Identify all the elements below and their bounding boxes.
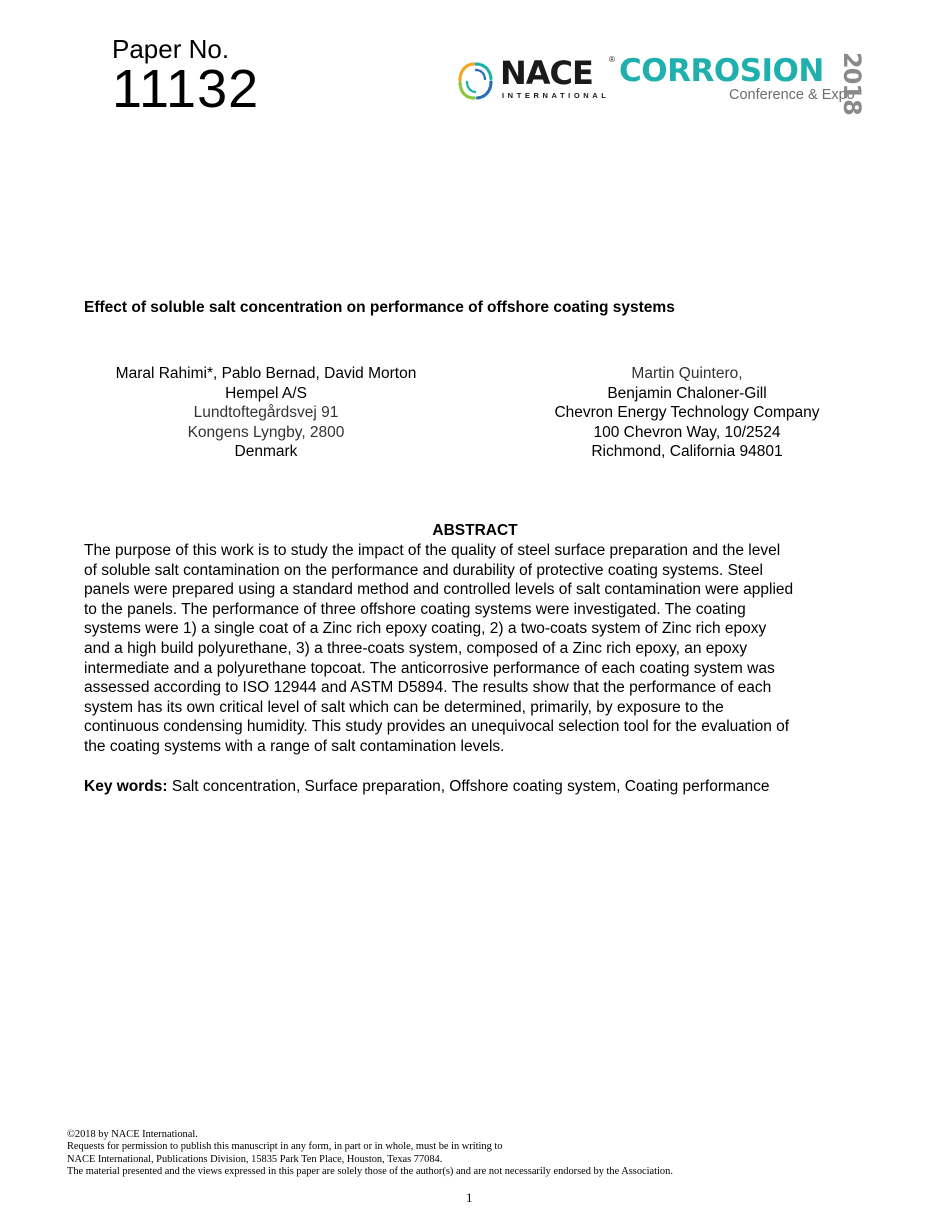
page-number: 1: [466, 1190, 473, 1205]
author-names: Martin Quintero,: [631, 365, 743, 382]
event-year: 2018: [838, 52, 866, 115]
paper-number-label: Paper No.: [112, 34, 230, 64]
abstract-line: to the panels. The performance of three offshore coating systems were investigated. The coating: [84, 600, 746, 618]
keywords-text: Salt concentration, Surface preparation, Offshore coating system, Coating performance: [167, 778, 770, 795]
conference-expo-label: Conference & Expo: [729, 87, 855, 103]
abstract-line: systems were 1) a single coat of a Zinc rich epoxy coating, 2) a two-coats system of Zinc rich epoxy: [84, 620, 767, 638]
copyright-footer: [67, 1129, 673, 1179]
abstract-line: continuous condensing humidity. This study provides an unequivocal selection tool for the evaluation of: [84, 718, 790, 736]
author-company: Chevron Energy Technology Company: [554, 404, 820, 421]
abstract-body: [84, 541, 870, 757]
abstract-line: assessed according to ISO 12944 and ASTM D5894. The results show that the performance of each: [84, 679, 772, 697]
footer-line: ©2018 by NACE International.: [67, 1129, 198, 1140]
footer-line: The material presented and the views expressed in this paper are solely those of the author(s) and are not necessarily endorsed by the Association.: [67, 1166, 673, 1178]
author-block-left: [96, 364, 436, 462]
author-city: Kongens Lyngby, 2800: [187, 423, 345, 441]
keywords: [84, 777, 770, 797]
registered-mark: ®: [609, 55, 615, 64]
footer-line: Requests for permission to publish this manuscript in any form, in part or in whole, must be in writing to: [67, 1141, 503, 1153]
nace-corrosion-logo: [455, 52, 895, 115]
author-street: Lundtoftegårdsvej 91: [193, 404, 339, 421]
paper-title: Effect of soluble salt concentration on performance of offshore coating systems: [84, 299, 675, 316]
corrosion-wordmark: CORROSION: [619, 53, 824, 89]
abstract-line: intermediate and a polyurethane topcoat. The anticorrosive performance of each coating system was: [84, 659, 775, 677]
keywords-label: Key words:: [84, 778, 168, 795]
nace-wordmark: NACE: [500, 54, 593, 92]
abstract-line: panels were prepared using a standard method and controlled levels of salt contamination were applied: [84, 581, 794, 599]
nace-international-label: INTERNATIONAL: [502, 91, 610, 100]
author-names-cont: Benjamin Chaloner-Gill: [607, 384, 767, 402]
footer-line: NACE International, Publications Division, 15835 Park Ten Place, Houston, Texas 77084.: [67, 1153, 443, 1165]
author-names: Maral Rahimi*, Pablo Bernad, David Morton: [115, 365, 417, 382]
nace-globe-icon: [455, 58, 497, 104]
abstract-line: system has its own critical level of salt which can be determined, primarily, by exposure to the: [84, 698, 724, 716]
author-company: Hempel A/S: [225, 384, 307, 402]
abstract-line: the coating systems with a range of salt contamination levels.: [84, 737, 505, 755]
author-street: 100 Chevron Way, 10/2524: [593, 423, 781, 441]
author-country: Denmark: [234, 443, 298, 460]
author-city: Richmond, California 94801: [591, 443, 783, 460]
paper-number: 11132: [112, 59, 260, 119]
abstract-heading: ABSTRACT: [432, 522, 518, 539]
abstract-line: and a high build polyurethane, 3) a three-coats system, composed of a Zinc rich epoxy, an epoxy: [84, 639, 748, 657]
author-block-right: [528, 364, 846, 462]
abstract-line: The purpose of this work is to study the impact of the quality of steel surface preparation and the level: [84, 542, 781, 559]
abstract-line: of soluble salt contamination on the performance and durability of protective coating systems. Steel: [84, 561, 763, 579]
